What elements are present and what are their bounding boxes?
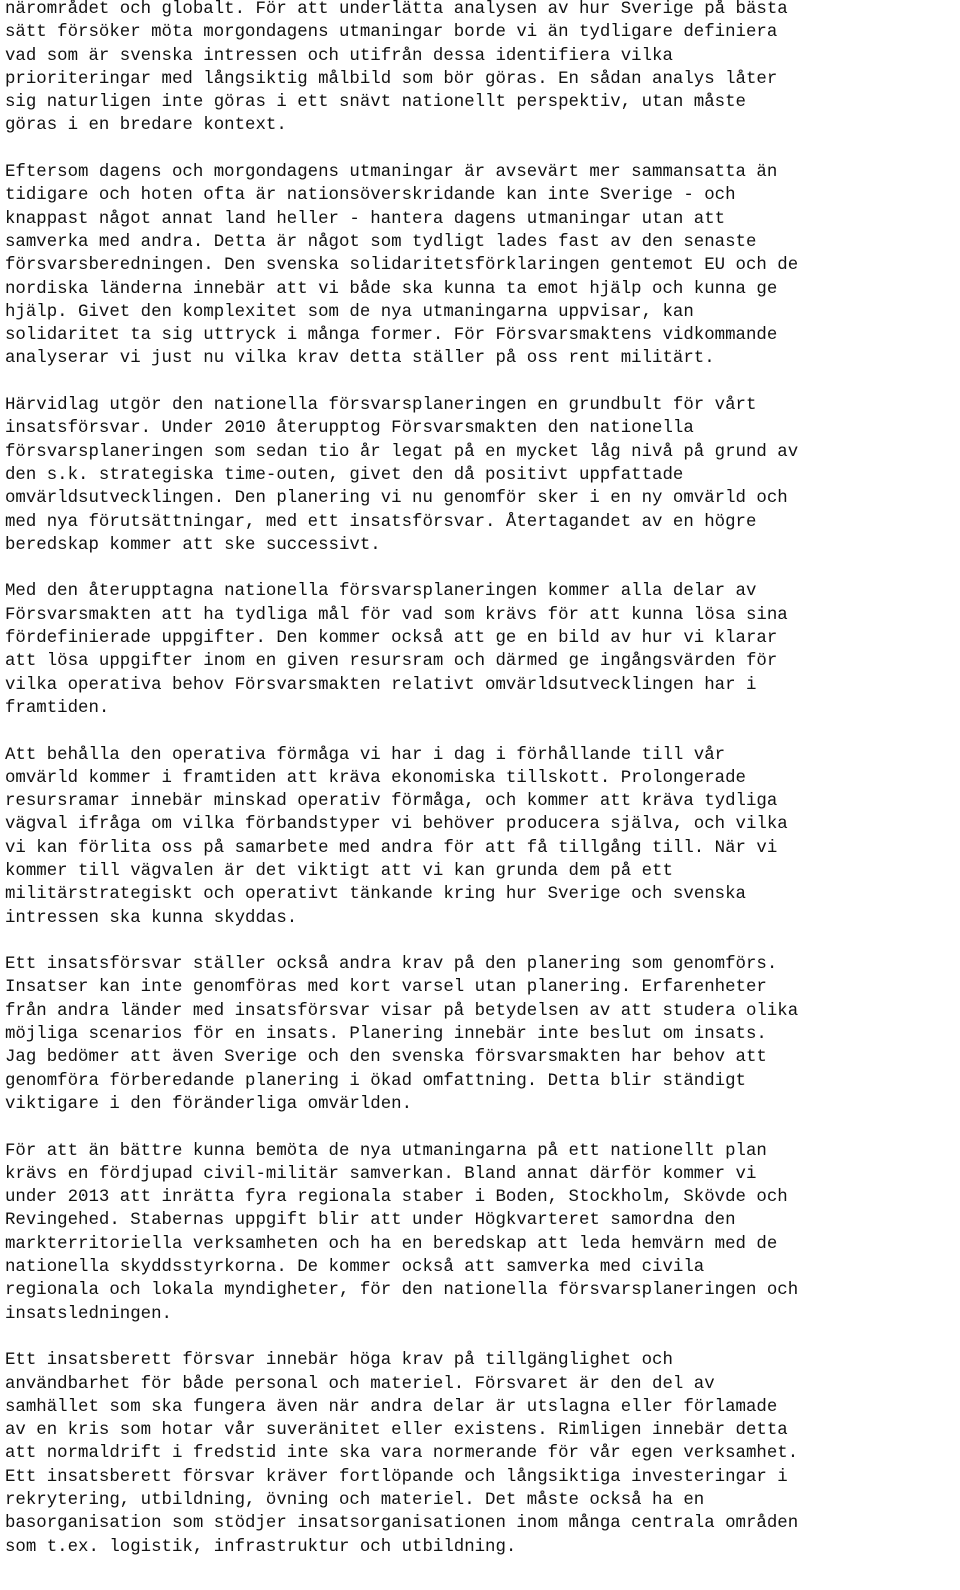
text-line: vägval ifråga om vilka förbandstyper vi behöver producera själva, och vilka: [5, 815, 788, 835]
text-line: omvärld kommer i framtiden att kräva ekonomiska tillskott. Prolongerade: [5, 768, 746, 788]
text-line: vad som är svenska intressen och utifrån dessa identifiera vilka: [5, 46, 673, 66]
text-line: framtiden.: [5, 698, 110, 718]
text-line: Att behålla den operativa förmåga vi har i dag i förhållande till vår: [5, 745, 726, 765]
text-line: Ett insatsberett försvar innebär höga krav på tillgänglighet och: [5, 1351, 673, 1371]
text-line: regionala och lokala myndigheter, för den nationella försvarsplaneringen och: [5, 1281, 799, 1301]
text-line: göras i en bredare kontext.: [5, 116, 287, 136]
paragraph: [5, 1140, 955, 1326]
text-line: närområdet och globalt. För att underlätta analysen av hur Sverige på bästa: [5, 0, 788, 19]
text-line: den s.k. strategiska time-outen, givet den då positivt uppfattade: [5, 465, 684, 485]
text-line: försvarsberedningen. Den svenska solidaritetsförklaringen gentemot EU och de: [5, 256, 799, 276]
text-line: samhället som ska fungera även när andra delar är utslagna eller förlamade: [5, 1397, 778, 1417]
text-line: viktigare i den föränderliga omvärlden.: [5, 1094, 413, 1114]
text-line: genomföra förberedande planering i ökad omfattning. Detta blir ständigt: [5, 1071, 746, 1091]
text-line: Med den återupptagna nationella försvarsplaneringen kommer alla delar av: [5, 582, 757, 602]
text-line: Insatser kan inte genomföras med kort varsel utan planering. Erfarenheter: [5, 978, 767, 998]
text-line: resursramar innebär minskad operativ förmåga, och kommer att kräva tydliga: [5, 792, 778, 812]
text-line: samverka med andra. Detta är något som tydligt lades fast av den senaste: [5, 232, 757, 252]
paragraph: [5, 161, 955, 371]
text-line: Ett insatsberett försvar kräver fortlöpande och långsiktiga investeringar i: [5, 1467, 788, 1487]
paragraph: [5, 744, 955, 930]
text-line: vilka operativa behov Försvarsmakten relativt omvärldsutvecklingen har i: [5, 675, 757, 695]
text-line: möjliga scenarios för en insats. Planering innebär inte beslut om insats.: [5, 1025, 767, 1045]
text-line: knappast något annat land heller - hantera dagens utmaningar utan att: [5, 209, 726, 229]
text-line: under 2013 att inrätta fyra regionala staber i Boden, Stockholm, Skövde och: [5, 1188, 788, 1208]
paragraph: [5, 0, 955, 138]
paragraph: [5, 580, 955, 720]
text-line: solidaritet ta sig uttryck i många former. För Försvarsmaktens vidkommande: [5, 326, 778, 346]
text-line: krävs en fördjupad civil-militär samverkan. Bland annat därför kommer vi: [5, 1164, 757, 1184]
text-line: fördefinierade uppgifter. Den kommer också att ge en bild av hur vi klarar: [5, 629, 778, 649]
text-line: militärstrategiskt och operativt tänkande kring hur Sverige och svenska: [5, 885, 746, 905]
text-line: att normaldrift i fredstid inte ska vara normerande för vår egen verksamhet.: [5, 1444, 799, 1464]
text-line: För att än bättre kunna bemöta de nya utmaningarna på ett nationellt plan: [5, 1141, 767, 1161]
document-body: [5, 0, 955, 1582]
text-line: med nya förutsättningar, med ett insatsförsvar. Återtagandet av en högre: [5, 512, 757, 532]
text-line: nationella skyddsstyrkorna. De kommer också att samverka med civila: [5, 1258, 705, 1278]
text-line: beredskap kommer att ske successivt.: [5, 535, 381, 555]
text-line: försvarsplaneringen som sedan tio år legat på en mycket låg nivå på grund av: [5, 442, 799, 462]
text-line: prioriteringar med långsiktig målbild som bör göras. En sådan analys låter: [5, 69, 778, 89]
text-line: Härvidlag utgör den nationella försvarsplaneringen en grundbult för vårt: [5, 396, 757, 416]
text-line: insatsledningen.: [5, 1304, 172, 1324]
paragraph: [5, 953, 955, 1116]
text-line: Eftersom dagens och morgondagens utmaningar är avsevärt mer sammansatta än: [5, 163, 778, 183]
text-line: omvärldsutvecklingen. Den planering vi nu genomför sker i en ny omvärld och: [5, 489, 788, 509]
text-line: insatsförsvar. Under 2010 återupptog Försvarsmakten den nationella: [5, 419, 694, 439]
text-line: som t.ex. logistik, infrastruktur och utbildning.: [5, 1537, 517, 1557]
text-line: rekrytering, utbildning, övning och materiel. Det måste också ha en: [5, 1491, 705, 1510]
text-line: vi kan förlita oss på samarbete med andra för att få tillgång till. När vi: [5, 838, 778, 858]
text-line: av en kris som hotar vår suveränitet eller existens. Rimligen innebär detta: [5, 1421, 788, 1441]
text-line: analyserar vi just nu vilka krav detta ställer på oss rent militärt.: [5, 349, 715, 369]
text-line: Ett insatsförsvar ställer också andra krav på den planering som genomförs.: [5, 955, 778, 975]
text-line: sig naturligen inte göras i ett snävt nationellt perspektiv, utan måste: [5, 93, 746, 113]
text-line: sätt försöker möta morgondagens utmaningar borde vi än tydligare definiera: [5, 23, 778, 43]
paragraph: [5, 394, 955, 557]
text-line: att lösa uppgifter inom en given resursram och därmed ge ingångsvärden för: [5, 652, 778, 672]
text-line: markterritoriella verksamheten och ha en beredskap att leda hemvärn med de: [5, 1234, 778, 1254]
text-line: Jag bedömer att även Sverige och den svenska försvarsmakten har behov att: [5, 1048, 767, 1068]
text-line: intressen ska kunna skyddas.: [5, 908, 298, 928]
paragraph: [5, 1349, 955, 1559]
text-line: Försvarsmakten att ha tydliga mål för vad som krävs för att kunna lösa sina: [5, 605, 788, 625]
text-line: från andra länder med insatsförsvar visar på betydelsen av att studera olika: [5, 1001, 799, 1021]
text-line: kommer till vägvalen är det viktigt att vi kan grunda dem på ett: [5, 861, 673, 881]
text-line: Revingehed. Stabernas uppgift blir att under Högkvarteret samordna den: [5, 1211, 736, 1231]
text-line: hjälp. Givet den komplexitet som de nya utmaningarna uppvisar, kan: [5, 302, 694, 322]
text-line: användbarhet för både personal och materiel. Försvaret är den del av: [5, 1374, 715, 1394]
text-line: basorganisation som stödjer insatsorganisationen inom många centrala områden: [5, 1514, 799, 1534]
text-line: tidigare och hoten ofta är nationsöverskridande kan inte Sverige - och: [5, 186, 736, 206]
text-line: nordiska länderna innebär att vi både ska kunna ta emot hjälp och kunna ge: [5, 279, 778, 299]
